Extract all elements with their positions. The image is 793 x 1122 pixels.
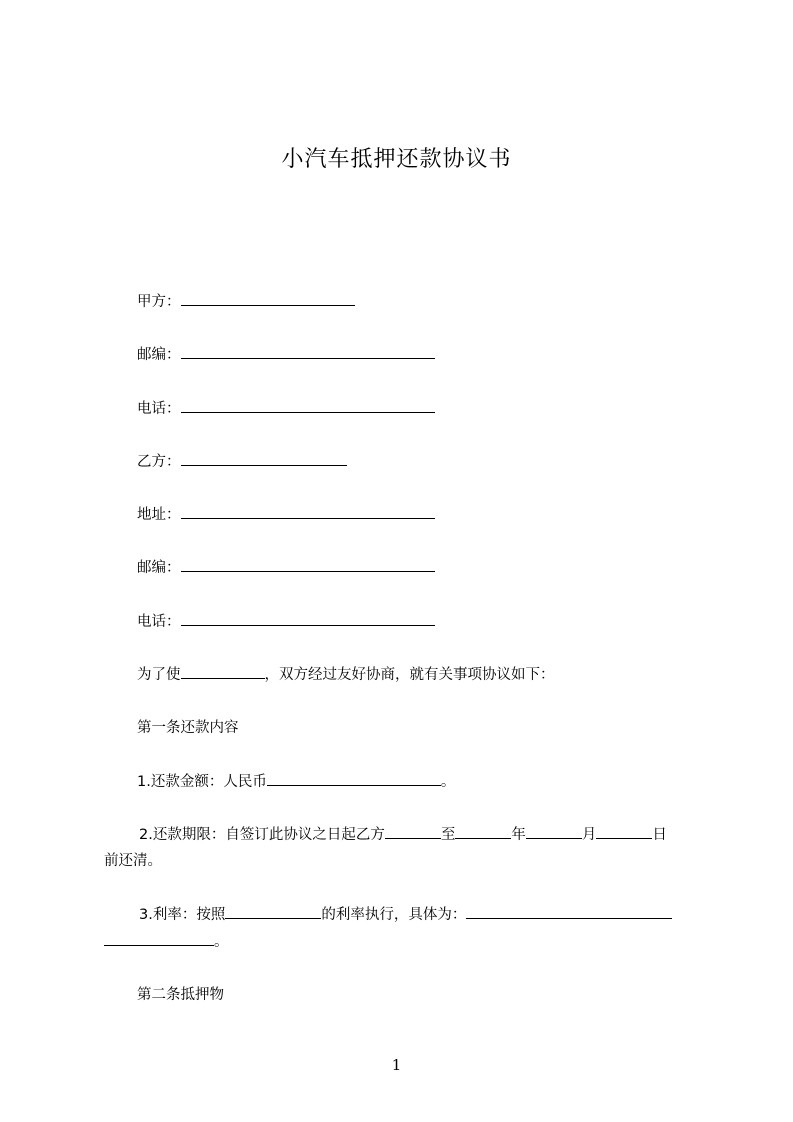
party-b-postcode-label: 邮编： (137, 560, 181, 576)
item3-detail-blank (466, 904, 672, 919)
article1-item2-line2: 前还清。 (104, 853, 162, 869)
item2-day: 日 (652, 827, 667, 843)
article1-heading: 第一条还款内容 (137, 720, 239, 736)
item1-text: 1.还款金额：人民币 (137, 774, 267, 790)
party-b-postcode-blank (181, 557, 435, 572)
party-a-postcode-line (137, 344, 435, 365)
item2-blank-1 (385, 824, 441, 839)
party-b-blank (181, 451, 347, 466)
party-a-blank (181, 291, 355, 306)
party-a-label: 甲方： (137, 294, 181, 310)
item2-to: 至 (440, 827, 456, 843)
preamble-suffix: ，双方经过友好协商，就有关事项协议如下： (264, 667, 555, 683)
party-b-phone-label: 电话： (137, 614, 181, 630)
document-title: 小汽车抵押还款协议书 (281, 147, 512, 172)
party-b-phone-blank (181, 611, 435, 626)
article1-item1 (137, 771, 455, 792)
preamble-blank (181, 664, 265, 679)
item2-month: 月 (581, 827, 597, 843)
party-a-postcode-blank (181, 344, 435, 359)
preamble-line (137, 664, 555, 685)
party-a-postcode-label: 邮编： (137, 347, 181, 363)
item3-rate-blank (225, 904, 321, 919)
party-b-address-line (137, 504, 435, 525)
party-b-address-blank (181, 504, 435, 519)
article2-heading: 第二条抵押物 (137, 987, 224, 1003)
page-number: 1 (391, 1056, 402, 1074)
article1-item2 (139, 824, 667, 845)
item3-prefix: 3.利率：按照 (139, 907, 226, 923)
item3-detail-blank-2 (104, 931, 214, 946)
item2-blank-month (526, 824, 582, 839)
article1-item3-line2 (104, 931, 229, 952)
item2-blank-day (596, 824, 652, 839)
item3-end: 。 (214, 934, 229, 950)
party-a-phone-line (137, 398, 435, 419)
party-a-phone-label: 电话： (137, 401, 181, 417)
party-b-address-label: 地址： (137, 507, 181, 523)
item2-year: 年 (511, 827, 526, 843)
item1-end: 。 (440, 774, 456, 790)
party-b-label: 乙方： (137, 454, 181, 470)
party-a-phone-blank (181, 398, 435, 413)
item2-prefix: 2.还款期限：自签订此协议之日起乙方 (139, 827, 385, 843)
party-b-line (137, 451, 347, 472)
party-b-postcode-line (137, 557, 435, 578)
party-b-phone-line (137, 611, 435, 632)
item3-mid: 的利率执行，具体为： (321, 907, 467, 923)
preamble-prefix: 为了使 (137, 667, 181, 683)
item2-blank-year (455, 824, 511, 839)
party-a-line (137, 291, 355, 312)
article1-item3 (139, 904, 672, 925)
item1-amount-blank (267, 771, 441, 786)
